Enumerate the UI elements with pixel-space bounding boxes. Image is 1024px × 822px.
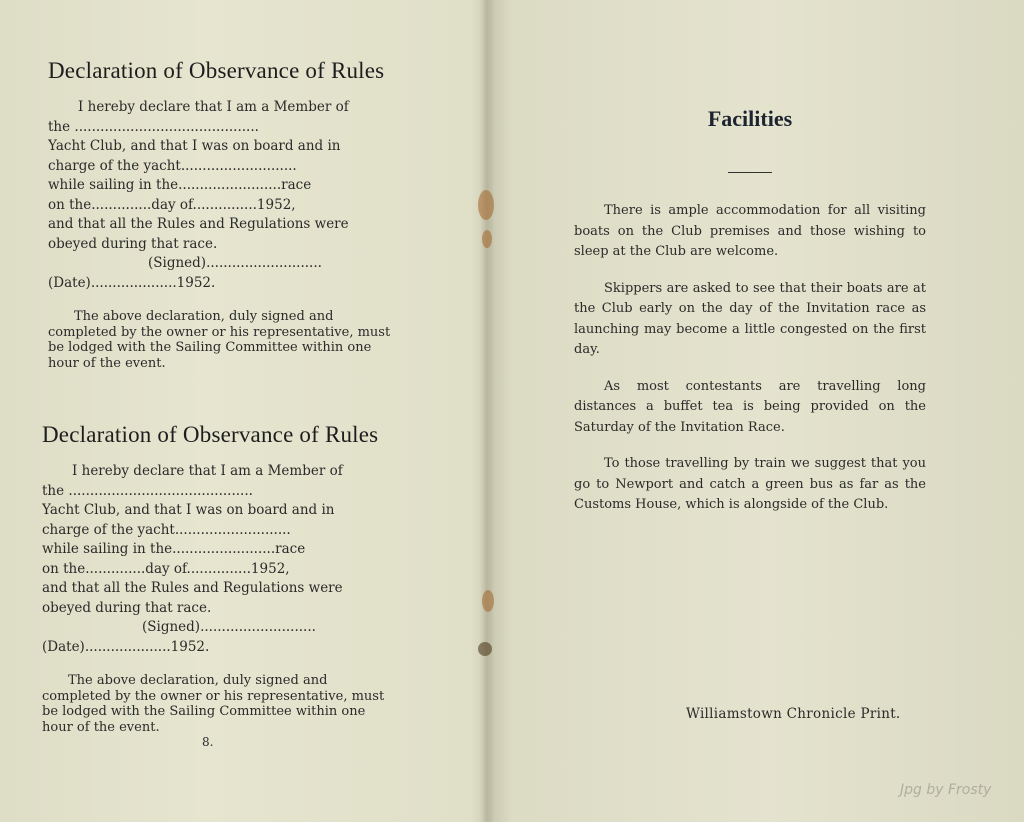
facilities-title: Facilities	[707, 106, 793, 131]
declaration-form-1	[48, 58, 400, 371]
watermark: Jpg by Frosty	[900, 782, 992, 798]
facilities-paragraph	[574, 454, 926, 516]
declaration-note	[48, 309, 398, 371]
date-line: (Date)....................1952.	[48, 274, 216, 291]
signature-line: (Signed)...........................	[148, 255, 322, 271]
declaration-line: while sailing in the........................race	[42, 541, 306, 557]
title-divider	[728, 172, 772, 173]
page-number: 8.	[202, 735, 214, 749]
declaration-title: Declaration of Observance of Rules	[42, 422, 379, 447]
facilities-paragraph	[574, 279, 926, 361]
note-text: The above declaration, duly signed and completed by the owner or his representative, must be lodged with the Sailing Committee within one hour of the event.	[48, 309, 391, 371]
declaration-form-2	[42, 422, 394, 749]
declaration-line: while sailing in the........................race	[48, 177, 312, 193]
left-page	[0, 0, 482, 822]
date-line: (Date)....................1952.	[42, 638, 210, 655]
note-text: The above declaration, duly signed and completed by the owner or his representative, must be lodged with the Sailing Committee within one hour of the event.	[42, 673, 385, 735]
declaration-line: Yacht Club, and that I was on board and in	[42, 502, 335, 518]
declaration-line: charge of the yacht...........................	[48, 157, 297, 174]
declaration-line: on the..............day of...............1952,	[42, 560, 290, 577]
signature-line: (Signed)...........................	[142, 619, 316, 635]
declaration-note	[42, 673, 392, 735]
declaration-line: charge of the yacht...........................	[42, 521, 291, 538]
declaration-line: and that all the Rules and Regulations were	[48, 216, 349, 232]
declaration-line: I hereby declare that I am a Member of	[78, 99, 349, 115]
declaration-line: the ...........................................	[48, 118, 259, 135]
facilities-paragraph	[574, 377, 926, 439]
facilities-section	[574, 106, 926, 532]
declaration-line: I hereby declare that I am a Member of	[72, 463, 343, 479]
declaration-line: obeyed during that race.	[42, 599, 212, 616]
right-page	[486, 0, 1024, 822]
printer-credit: Williamstown Chronicle Print.	[686, 706, 901, 722]
declaration-title: Declaration of Observance of Rules	[48, 58, 385, 83]
paragraph-text: To those travelling by train we suggest that you go to Newport and catch a green bus as far as the Customs House, which is alongside of the Club.	[574, 456, 926, 512]
declaration-line: on the..............day of...............1952,	[48, 196, 296, 213]
declaration-line: and that all the Rules and Regulations were	[42, 580, 343, 596]
declaration-line: the ...........................................	[42, 482, 253, 499]
facilities-paragraph	[574, 201, 926, 263]
declaration-line: Yacht Club, and that I was on board and in	[48, 138, 341, 154]
paragraph-text: There is ample accommodation for all visiting boats on the Club premises and those wishing to sleep at the Club are welcome.	[574, 203, 926, 259]
paragraph-text: As most contestants are travelling long distances a buffet tea is being provided on the Saturday of the Invitation Race.	[574, 378, 926, 435]
paragraph-text: Skippers are asked to see that their boats are at the Club early on the day of the Invitation race as launching may become a little congested on the first day.	[574, 280, 926, 357]
declaration-line: obeyed during that race.	[48, 235, 218, 252]
